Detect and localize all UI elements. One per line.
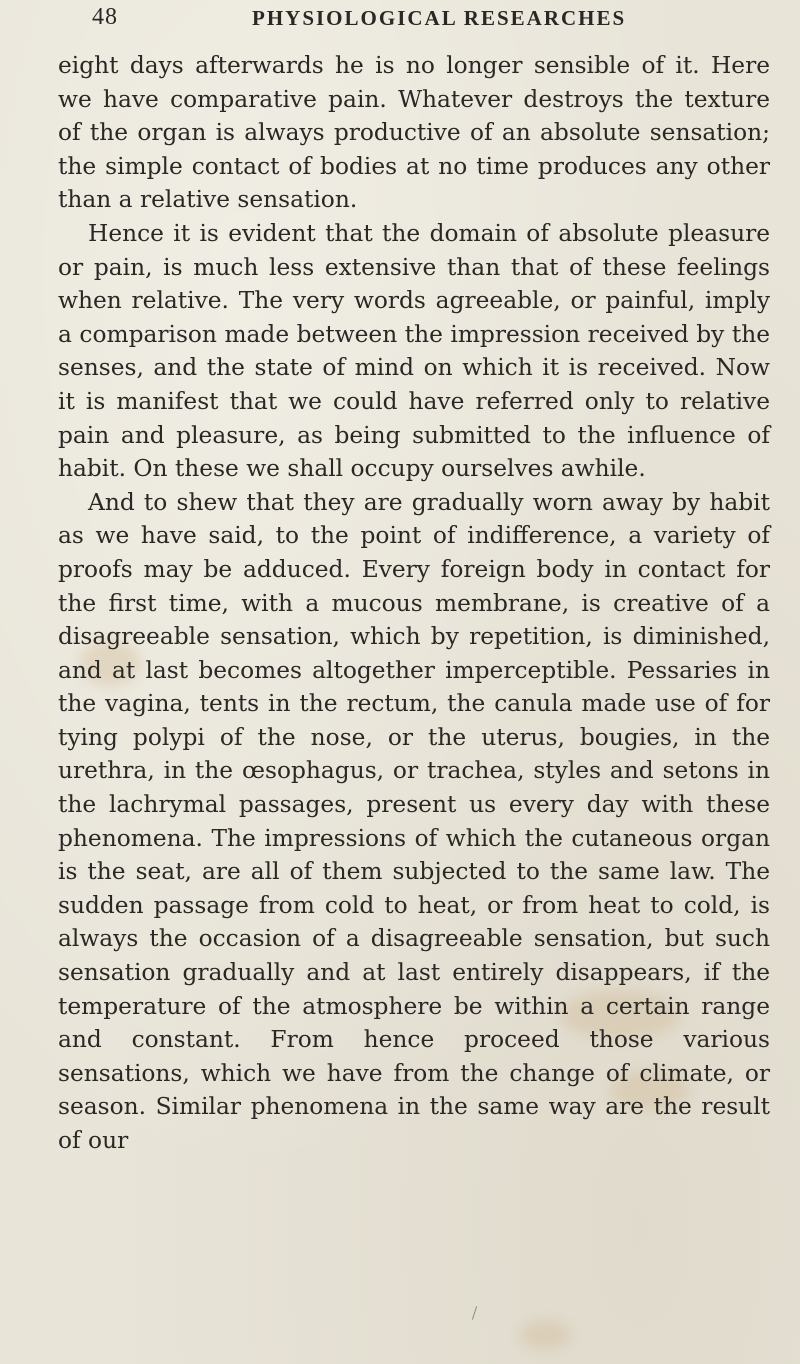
running-head: PHYSIOLOGICAL RESEARCHES: [252, 6, 627, 30]
paragraph: And to shew that they are gradually worn away by habit as we have said, to the point of indifference, a variety of proofs may be adduced. Every foreign body in contact for the first time, with a mucous membrane, is creative of a disagreeable sensation, which by repetition, is diminished, and at last becomes altogether imperceptible. Pessaries in the vagina, tents in the rectum, the canula made use of for tying polypi of the nose, or the uterus, bougies, in the urethra, in the œsophagus, or trachea, styles and setons in the lachrymal passages, present us every day with these phenomena. The impressions of which the cutaneous organ is the seat, are all of them subjected to the same law. The sudden passage from cold to heat, or from heat to cold, is always the occasion of a disagreeable sensation, but such sensation gradually and at last entirely disappears, if the temperature of the atmosphere be within a certain range and constant. From hence proceed those various sensations, which we have from the change of climate, or season. Similar phenomena in the same way are the result of our: [58, 488, 770, 1154]
paragraph: eight days afterwards he is no longer sensible of it. Here we have comparative pain. Whatever destroys the texture of the organ is always productive of an absolute sensation; the simple contact of bodies at no time produces any other than a relative sensation.: [58, 52, 770, 214]
page-header: [92, 4, 732, 34]
stray-mark: [472, 1306, 477, 1320]
body-text: [58, 49, 770, 1158]
paragraph: Hence it is evident that the domain of absolute pleasure or pain, is much less extensive than that of these feelings when relative. The very words agreeable, or painful, imply a comparison made between the impression received by the senses, and the state of mind on which it is received. Now it is manifest that we could have referred only to relative pain and pleasure, as being submitted to the influence of habit. On these we shall occupy ourselves awhile.: [58, 219, 770, 483]
paper-stain: [520, 1320, 570, 1350]
page-number: 48: [92, 4, 118, 30]
